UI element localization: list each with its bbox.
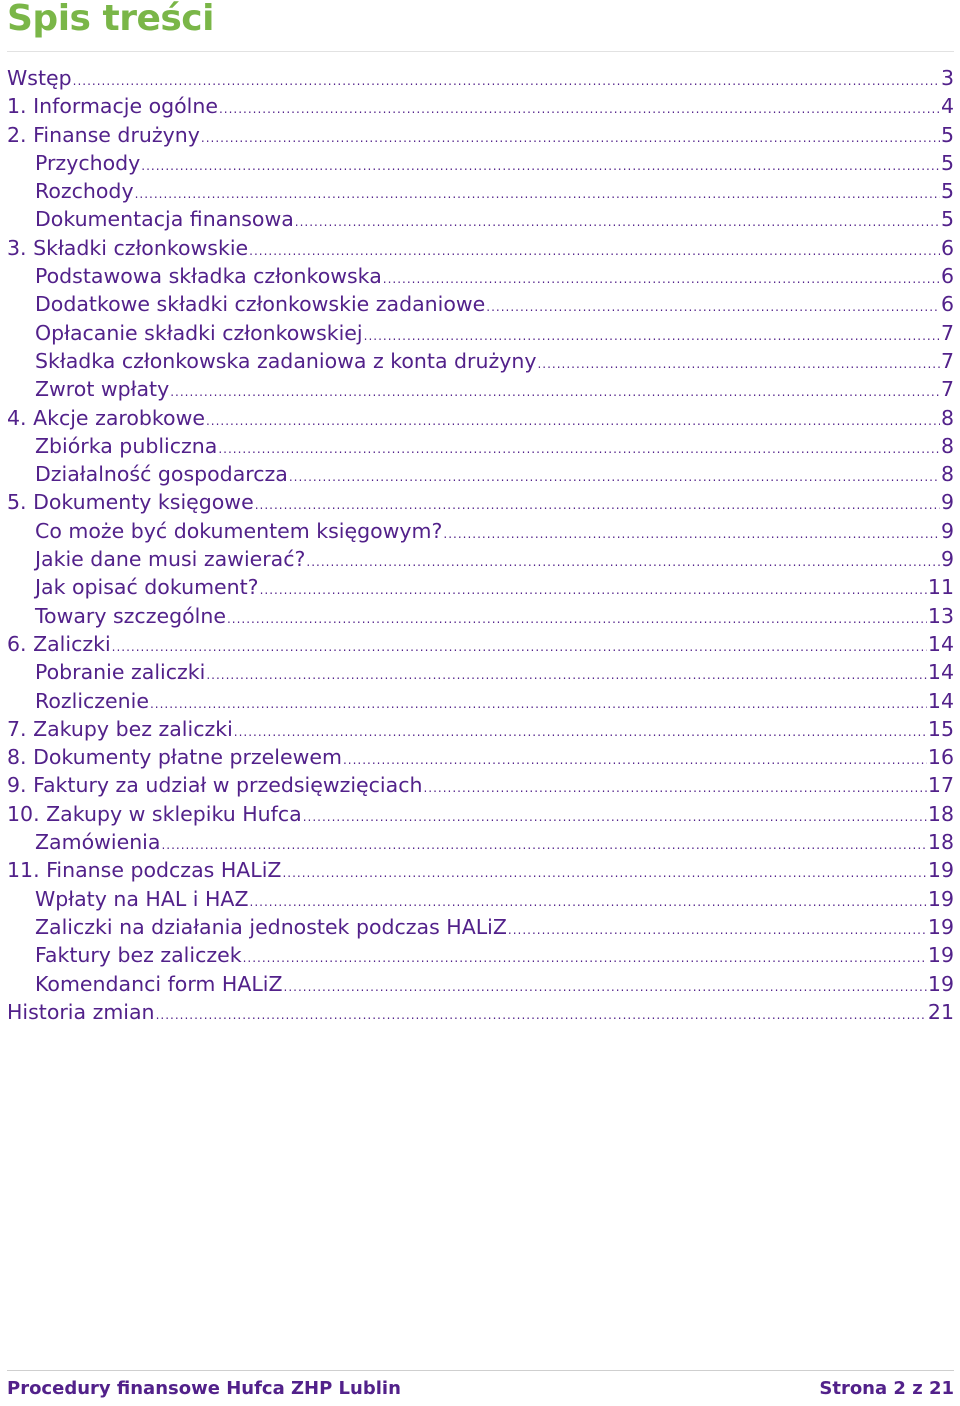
toc-entry[interactable] [7,290,954,318]
toc-dot-leader [243,944,927,969]
toc-entry[interactable] [7,432,954,460]
toc-entry[interactable] [7,488,954,516]
toc-entry-label: Wstęp [7,66,72,90]
toc-entry[interactable] [7,602,954,630]
toc-entry-label: Towary szczególne [35,603,226,628]
toc-dot-leader [295,208,940,233]
toc-entry-page: 5 [940,207,954,232]
toc-entry-page: 14 [927,688,954,713]
toc-dot-leader [282,859,926,884]
toc-entry-page: 14 [927,660,954,685]
toc-entry-page: 15 [927,716,954,741]
toc-entry-label: Historia zmian [7,999,155,1024]
toc-entry-label: Co może być dokumentem księgowym? [35,518,443,543]
toc-entry-label: Rozliczenie [35,688,149,713]
toc-entry-page: 5 [940,150,954,175]
toc-entry-page: 9 [940,547,954,572]
toc-entry-label: Przychody [35,150,141,175]
toc-entry[interactable] [7,205,954,233]
toc-entry-label: 9. Faktury za udział w przedsięwzięciach [7,773,423,798]
toc-dot-leader [486,293,940,318]
toc-dot-leader [249,237,940,262]
toc-dot-leader [218,435,940,460]
toc-entry-page: 7 [940,348,954,373]
toc-entry-label: Podstawowa składka członkowska [35,264,382,289]
toc-entry[interactable] [7,121,954,149]
toc-entry-label: Zamówienia [35,830,161,855]
toc-entry[interactable] [7,743,954,771]
toc-entry-label: 7. Zakupy bez zaliczki [7,716,233,741]
toc-entry[interactable] [7,517,954,545]
toc-entry[interactable] [7,687,954,715]
toc-entry-label: Faktury bez zaliczek [35,943,242,968]
toc-entry[interactable] [7,64,954,92]
toc-entry[interactable] [7,998,954,1026]
toc-entry-page: 14 [927,631,954,656]
toc-entry[interactable] [7,771,954,799]
toc-entry[interactable] [7,941,954,969]
toc-dot-leader [508,916,927,941]
toc-dot-leader [537,350,939,375]
toc-entry-label: 3. Składki członkowskie [7,235,249,260]
toc-entry-label: Działalność gospodarcza [35,462,288,487]
toc-dot-leader [364,322,940,347]
toc-dot-leader [383,265,940,290]
toc-entry-page: 9 [940,490,954,515]
toc-entry-page: 8 [940,462,954,487]
toc-entry-page: 5 [940,179,954,204]
toc-entry[interactable] [7,149,954,177]
toc-entry-label: 10. Zakupy w sklepiku Hufca [7,801,302,826]
toc-entry-label: 5. Dokumenty księgowe [7,490,254,515]
toc-dot-leader [289,463,940,488]
toc-entry[interactable] [7,92,954,120]
toc-entry-page: 9 [940,518,954,543]
toc-entry-label: 1. Informacje ogólne [7,94,218,119]
toc-entry-page: 7 [940,377,954,402]
toc-entry-label: 2. Finanse drużyny [7,122,200,147]
toc-entry-page: 16 [927,745,954,770]
toc-entry[interactable] [7,913,954,941]
toc-dot-leader [161,831,926,856]
toc-entry-label: Jak opisać dokument? [35,575,259,600]
toc-entry-label: Zaliczki na działania jednostek podczas HALiZ [35,914,507,939]
toc-dot-leader [150,690,927,715]
toc-dot-leader [250,888,927,913]
toc-entry-page: 19 [927,914,954,939]
toc-entry[interactable] [7,375,954,403]
toc-entry[interactable] [7,545,954,573]
toc-dot-leader [135,180,940,205]
toc-entry-page: 11 [927,575,954,600]
toc-entry[interactable] [7,347,954,375]
toc-entry-page: 19 [927,943,954,968]
toc-entry-page: 6 [940,264,954,289]
footer-divider [7,1370,954,1371]
toc-dot-leader [306,548,940,573]
toc-dot-leader [201,124,940,149]
toc-entry[interactable] [7,234,954,262]
toc-entry-page: 6 [940,292,954,317]
toc-dot-leader [423,774,926,799]
toc-entry[interactable] [7,970,954,998]
toc-entry-label: Komendanci form HALiZ [35,971,283,996]
toc-entry-label: Pobranie zaliczki [35,660,206,685]
toc-entry-page: 18 [927,801,954,826]
toc-entry-page: 7 [940,320,954,345]
toc-entry-page: 13 [927,603,954,628]
toc-dot-leader [141,152,940,177]
toc-entry-label: 8. Dokumenty płatne przelewem [7,745,342,770]
page-title: Spis treści [7,0,214,39]
toc-dot-leader [343,746,927,771]
toc-dot-leader [156,1001,927,1026]
toc-entry[interactable] [7,715,954,743]
toc-dot-leader [443,520,940,545]
toc-entry-label: Dokumentacja finansowa [35,207,294,232]
toc-entry-label: 4. Akcje zarobkowe [7,405,205,430]
toc-entry-label: Zwrot wpłaty [35,377,170,402]
toc-dot-leader [219,95,940,120]
title-divider [7,51,954,52]
toc-entry-page: 19 [927,971,954,996]
toc-entry-page: 8 [940,405,954,430]
table-of-contents [7,64,954,1026]
toc-entry-label: Dodatkowe składki członkowskie zadaniowe [35,292,486,317]
toc-entry-label: Jakie dane musi zawierać? [35,547,306,572]
toc-dot-leader [234,718,927,743]
footer-document-title: Procedury finansowe Hufca ZHP Lublin [7,1378,401,1399]
toc-entry[interactable] [7,573,954,601]
toc-entry-page: 19 [927,886,954,911]
toc-entry-page: 4 [940,94,954,119]
toc-entry[interactable] [7,630,954,658]
toc-dot-leader [206,407,940,432]
toc-entry-label: Zbiórka publiczna [35,433,218,458]
toc-entry-page: 3 [940,66,954,90]
toc-dot-leader [73,67,940,92]
toc-entry-page: 17 [927,773,954,798]
toc-entry-page: 19 [927,858,954,883]
toc-entry-page: 18 [927,830,954,855]
toc-entry[interactable] [7,800,954,828]
toc-entry-page: 21 [927,999,954,1024]
toc-entry[interactable] [7,177,954,205]
toc-dot-leader [255,491,940,516]
toc-dot-leader [170,378,940,403]
toc-dot-leader [284,973,927,998]
toc-dot-leader [227,605,927,630]
toc-entry[interactable] [7,885,954,913]
toc-entry[interactable] [7,658,954,686]
toc-dot-leader [206,661,927,686]
toc-entry-label: Składka członkowska zadaniowa z konta drużyny [35,348,537,373]
page-footer [7,1376,954,1402]
toc-entry[interactable] [7,319,954,347]
toc-dot-leader [303,803,927,828]
toc-entry[interactable] [7,404,954,432]
toc-entry-label: 6. Zaliczki [7,631,111,656]
toc-entry[interactable] [7,460,954,488]
footer-page-number: Strona 2 z 21 [819,1378,954,1399]
toc-entry-page: 5 [940,122,954,147]
toc-entry-label: 11. Finanse podczas HALiZ [7,858,282,883]
toc-entry[interactable] [7,262,954,290]
toc-entry-label: Wpłaty na HAL i HAZ [35,886,249,911]
toc-entry-page: 6 [940,235,954,260]
toc-dot-leader [112,633,927,658]
toc-dot-leader [260,576,927,601]
toc-entry-page: 8 [940,433,954,458]
toc-entry[interactable] [7,828,954,856]
toc-entry-label: Rozchody [35,179,134,204]
toc-entry-label: Opłacanie składki członkowskiej [35,320,363,345]
toc-entry[interactable] [7,856,954,884]
